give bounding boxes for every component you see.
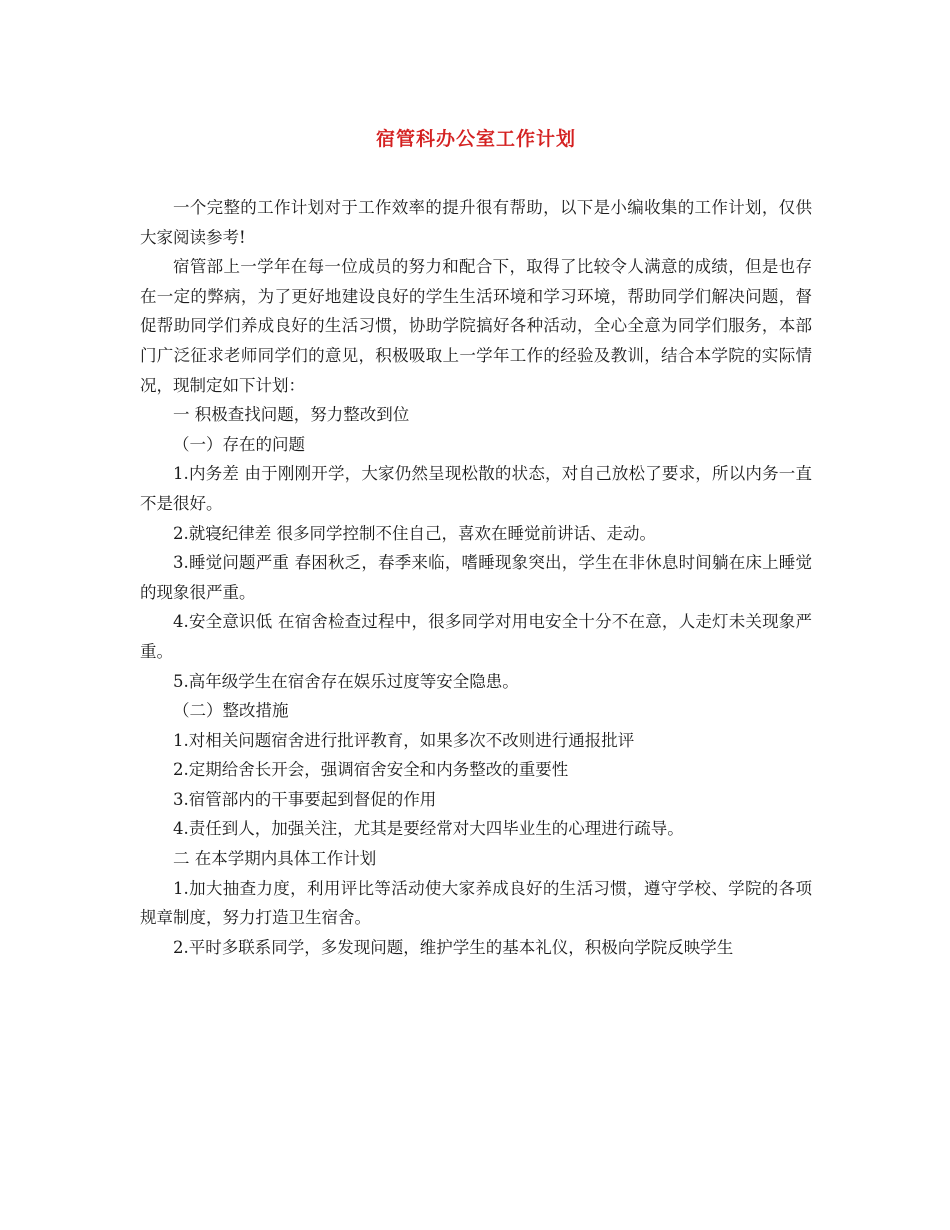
measure-item: 4.责任到人，加强关注，尤其是要经常对大四毕业生的心理进行疏导。 (173, 819, 684, 839)
page-title: 宿管科办公室工作计划 (375, 128, 576, 150)
measure-item: 3.宿管部内的干事要起到督促的作用 (173, 789, 437, 809)
problem-item: 1.内务差 由于刚刚开学，大家仍然呈现松散的状态，对自己放松了要求，所以内务一直不是很好。 (140, 464, 812, 513)
section-heading-1: 一 积极查找问题，努力整改到位 (173, 405, 410, 425)
subsection-heading-problems: （一）存在的问题 (173, 434, 305, 454)
measure-item: 1.对相关问题宿舍进行批评教育，如果多次不改则进行通报批评 (173, 730, 635, 750)
problem-item: 3.睡觉问题严重 春困秋乏，春季来临，嗜睡现象突出，学生在非休息时间躺在床上睡觉的现象很严重。 (140, 553, 812, 602)
problem-item: 2.就寝纪律差 很多同学控制不住自己，喜欢在睡觉前讲话、走动。 (173, 523, 656, 543)
plan-item: 1.加大抽查力度，利用评比等活动使大家养成良好的生活习惯，遵守学校、学院的各项规章制度，努力打造卫生宿舍。 (140, 878, 812, 928)
plan-item: 2.平时多联系同学，多发现问题，维护学生的基本礼仪，积极向学院反映学生 (173, 937, 734, 957)
problem-item: 4.安全意识低 在宿舍检查过程中，很多同学对用电安全十分不在意，人走灯未关现象严重。 (140, 612, 812, 661)
subsection-heading-measures: （二）整改措施 (173, 701, 289, 721)
document-body (140, 193, 812, 962)
problem-item: 5.高年级学生在宿舍存在娱乐过度等安全隐患。 (173, 671, 519, 691)
background-paragraph: 宿管部上一学年在每一位成员的努力和配合下，取得了比较令人满意的成绩，但是也存在一定的弊病，为了更好地建设良好的学生生活环境和学习环境，帮助同学们解决问题，督促帮助同学们养成良好的生活习惯，协助学院搞好各种活动，全心全意为同学们服务，本部门广泛征求老师同学们的意见，积极吸取上一学年工作的经验及教训，结合本学院的实际情况，现制定如下计划： (140, 257, 812, 395)
measure-item: 2.定期给舍长开会，强调宿舍安全和内务整改的重要性 (173, 760, 569, 780)
section-heading-2: 二 在本学期内具体工作计划 (173, 849, 377, 869)
intro-paragraph: 一个完整的工作计划对于工作效率的提升很有帮助，以下是小编收集的工作计划，仅供大家阅读参考! (140, 198, 812, 247)
